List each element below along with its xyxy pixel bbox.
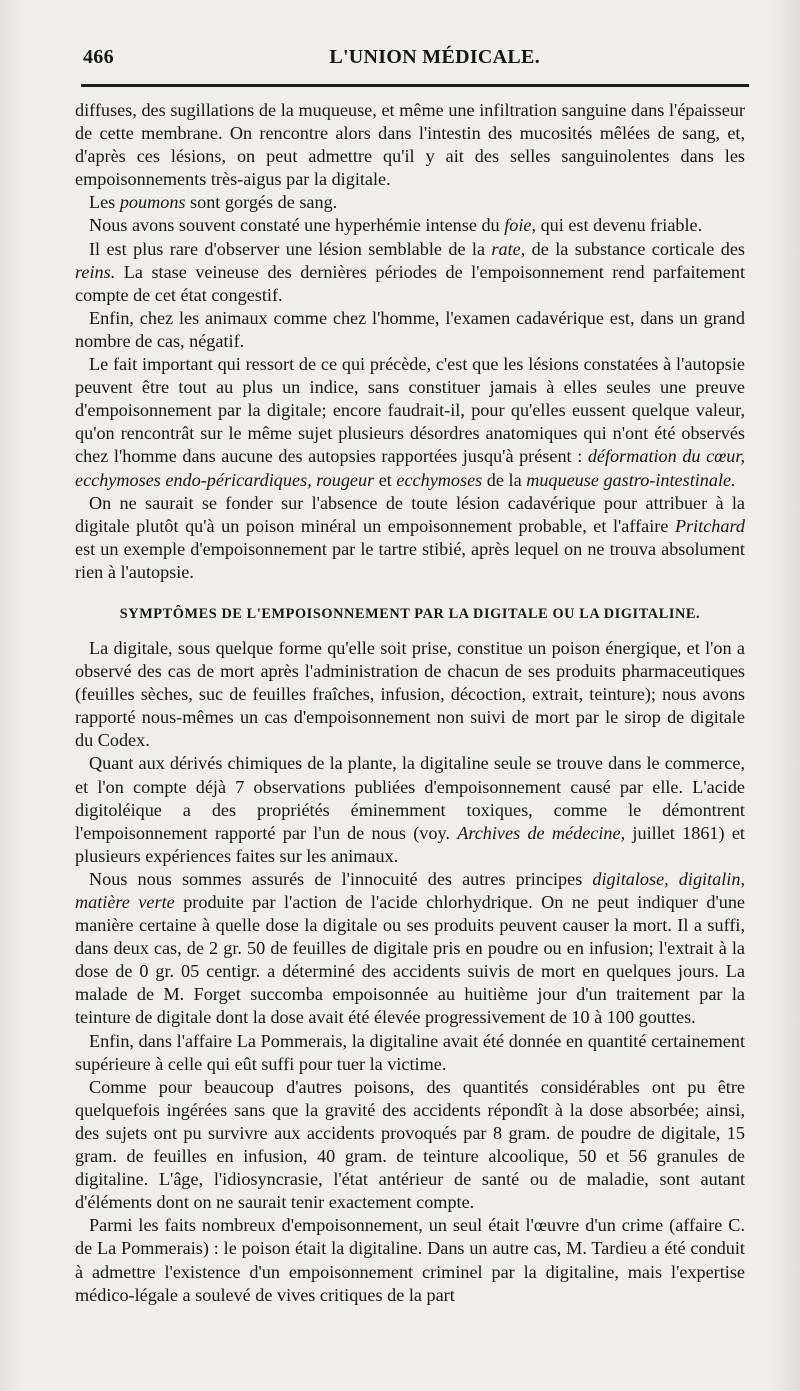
- paragraph: [75, 752, 745, 867]
- text-run: Il est plus rare d'observer une lésion semblable de la: [89, 238, 492, 259]
- page-number: 466: [83, 46, 114, 68]
- paragraph: [75, 1076, 745, 1215]
- body-text: [75, 99, 745, 584]
- text-run: La digitale, sous quelque forme qu'elle soit prise, constitue un poison énergique, et l'on a observé des cas de mort après l'administration de chacun de ses produits pharmaceutiques (feuilles sèches, suc de feuilles fraîches, infusion, décoction, extrait, teinture); nous avons rapporté nous-mêmes un cas d'empoisonnement non suivi de mort par le sirop de digitale du Codex.: [75, 637, 745, 751]
- paragraph: [75, 307, 745, 353]
- text-run: de la: [482, 469, 527, 490]
- text-run: est un exemple d'empoisonnement par le tartre stibié, après lequel on ne trouva absolument rien à l'autopsie.: [75, 538, 745, 582]
- text-run: Nous avons souvent constaté une hyperhémie intense du: [89, 215, 505, 236]
- text-run: Enfin, dans l'affaire La Pommerais, la digitaline avait été donnée en quantité certainement supérieure à celle qui eût suffi pour tuer la victime.: [75, 1030, 745, 1074]
- text-run: Enfin, chez les animaux comme chez l'homme, l'examen cadavérique est, dans un grand nombre de cas, négatif.: [75, 307, 745, 351]
- text-run: juillet 1861) et plusieurs expériences faites sur les animaux.: [75, 822, 745, 866]
- paragraph: [75, 637, 745, 752]
- italic-term: muqueuse gastro-intestinale.: [526, 469, 736, 490]
- journal-title: L'UNION MÉDICALE.: [329, 46, 540, 68]
- paragraph: [75, 214, 745, 237]
- text-run: diffuses, des sugillations de la muqueuse, et même une infiltration sanguine dans l'épaisseur de cette membrane. On rencontre alors dans l'intestin des mucosités mêlées de sang, et, d'après ces lésions, on peut admettre qu'il y ait des selles sanguinolentes dans les empoisonnements très-aigus par la digitale.: [75, 100, 745, 190]
- page-header: [83, 46, 748, 69]
- italic-term: Pritchard: [674, 515, 745, 536]
- text-run: qui est devenu friable.: [536, 215, 703, 236]
- text-run: sont gorgés de sang.: [185, 192, 338, 213]
- italic-term: rate,: [491, 238, 526, 259]
- paragraph: [75, 1030, 745, 1076]
- header-rule: [81, 84, 749, 87]
- text-run: Quant aux dérivés chimiques de la plante, la digitaline seule se trouve dans le commerce, et l'on compte déjà 7 observations publiées d'empoisonnement causé par elle. L'acide digitoléique a des propriétés éminemment toxiques, comme le démontrent l'empoisonnement rapporté par l'un de nous (voy.: [75, 753, 745, 843]
- text-run: On ne saurait se fonder sur l'absence de toute lésion cadavérique pour attribuer à la digitale plutôt qu'à un poison minéral un empoisonnement probable, et l'affaire: [75, 492, 745, 536]
- text-run: Nous nous sommes assurés de l'innocuité des autres principes: [89, 868, 593, 889]
- paragraph: [75, 238, 745, 307]
- text-run: Parmi les faits nombreux d'empoisonnement, un seul était l'œuvre d'un crime (affaire C. de La Pommerais) : le poison était la digitaline. Dans un autre cas, M. Tardieu a été conduit à admettre l'existence d'un empoisonnement criminel par la digitaline, mais l'expertise médico-légale a soulevé de vives critiques de la part: [75, 1215, 745, 1305]
- text-run: La stase veineuse des dernières périodes de l'empoisonnement rend parfaitement compte de cet état congestif.: [75, 261, 745, 305]
- italic-term: foie,: [504, 215, 537, 236]
- paragraph: [75, 1214, 745, 1306]
- italic-term: Archives de médecine,: [457, 822, 626, 843]
- text-run: Le fait important qui ressort de ce qui précède, c'est que les lésions constatées à l'autopsie peuvent être tout au plus un indice, sans constituer jamais à elles seules une preuve d'empoisonnement par la digitale; encore faudrait-il, pour qu'elles eussent quelque valeur, qu'on rencontrât sur le même sujet plusieurs désordres anatomiques qui n'ont été observés chez l'homme dans aucune des autopsies rapportées jusqu'à présent :: [75, 354, 745, 467]
- italic-term: digitalose, digitalin, matière verte: [75, 868, 745, 912]
- paragraph: [75, 191, 745, 214]
- paragraph: [75, 492, 745, 584]
- italic-term: ecchymoses: [396, 469, 483, 490]
- text-run: Les: [89, 192, 120, 213]
- text-run: de la substance corticale des: [525, 238, 746, 259]
- text-run: et: [374, 469, 397, 490]
- paragraph: [75, 353, 745, 492]
- paragraph: [75, 868, 745, 1030]
- text-run: Comme pour beaucoup d'autres poisons, des quantités considérables ont pu être quelquefois ingérées sans que la gravité des accidents répondît à la dose absorbée; ainsi, des sujets ont pu survivre aux accidents provoqués par 8 gram. de poudre de digitale, 15 gram. de feuilles en infusion, 40 gram. de teinture alcoolique, 50 et 56 granules de digitaline. L'âge, l'idiosyncrasie, l'état antérieur de santé ou de maladie, sont autant d'éléments dont on ne saurait tenir exactement compte.: [75, 1076, 745, 1213]
- section-heading: SYMPTÔMES DE L'EMPOISONNEMENT PAR LA DIGITALE OU LA DIGITALINE.: [119, 605, 701, 622]
- section-body-text: [75, 637, 745, 1307]
- italic-term: poumons: [119, 192, 186, 213]
- paragraph: [75, 99, 745, 191]
- italic-term: reins.: [75, 261, 116, 282]
- text-run: produite par l'action de l'acide chlorhydrique. On ne peut indiquer d'une manière certaine à quelle dose la digitale ou ses produits peuvent causer la mort. Il a suffi, dans deux cas, de 2 gr. 50 de feuilles de digitale pris en poudre ou en infusion; l'extrait à la dose de 0 gr. 05 centigr. a déterminé des accidents suivis de mort en quelques jours. La malade de M. Forget succomba empoisonnée au huitième jour d'un traitement par la teinture de digitale dont la dose avait été élevée progressivement de 10 à 100 gouttes.: [75, 892, 745, 1028]
- italic-term: déformation du cœur, ecchymoses endo-péricardiques, rougeur: [75, 446, 745, 490]
